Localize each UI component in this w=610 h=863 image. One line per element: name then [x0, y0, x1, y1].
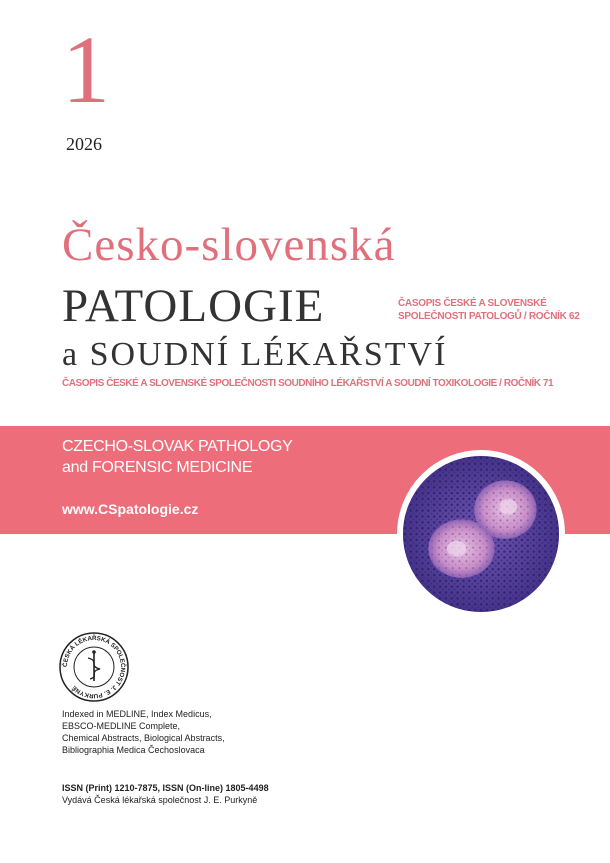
pathology-society-subtitle [398, 298, 580, 323]
indexing-line: Indexed in MEDLINE, Index Medicus, [62, 709, 212, 719]
pathology-subtitle-line-1: ČASOPIS ČESKÉ A SLOVENSKÉ [398, 298, 547, 309]
publisher-info [62, 782, 269, 806]
society-logo [58, 631, 130, 703]
journal-title-forensic: a SOUDNÍ LÉKAŘSTVÍ [62, 336, 448, 373]
forensic-society-subtitle: ČASOPIS ČESKÉ A SLOVENSKÉ SPOLEČNOSTI SOUDNÍHO LÉKAŘSTVÍ A SOUDNÍ TOXIKOLOGIE / ROČNÍK 71 [62, 378, 554, 389]
histology-micrograph-icon [403, 456, 559, 612]
website-link[interactable]: www.CSpatologie.cz [62, 501, 199, 517]
english-title-line-2: and FORENSIC MEDICINE [62, 459, 253, 476]
issue-year: 2026 [66, 134, 102, 154]
issue-number: 1 [62, 16, 110, 123]
english-title-line-1: CZECHO-SLOVAK PATHOLOGY [62, 438, 293, 455]
indexing-line: EBSCO-MEDLINE Complete, [62, 721, 181, 731]
journal-title-czechoslovak: Česko-slovenská [62, 219, 396, 271]
caduceus-seal-icon [58, 631, 130, 703]
pathology-subtitle-line-2: SPOLEČNOSTI PATOLOGŮ / ROČNÍK 62 [398, 310, 580, 322]
histology-image [397, 450, 565, 618]
indexing-list [62, 708, 225, 756]
logo-circle-text: ČESKÁ LÉKAŘSKÁ SPOLEČNOST J. E. PURKYNĚ [61, 634, 127, 700]
journal-title-pathology: PATOLOGIE [62, 280, 325, 332]
indexing-line: Chemical Abstracts, Biological Abstracts, [62, 733, 225, 743]
indexing-line: Bibliographia Medica Čechoslovaca [62, 745, 205, 755]
publisher-line: Vydává Česká lékařská společnost J. E. Purkyně [62, 795, 258, 805]
issn-line: ISSN (Print) 1210-7875, ISSN (On-line) 1805-4498 [62, 783, 269, 793]
